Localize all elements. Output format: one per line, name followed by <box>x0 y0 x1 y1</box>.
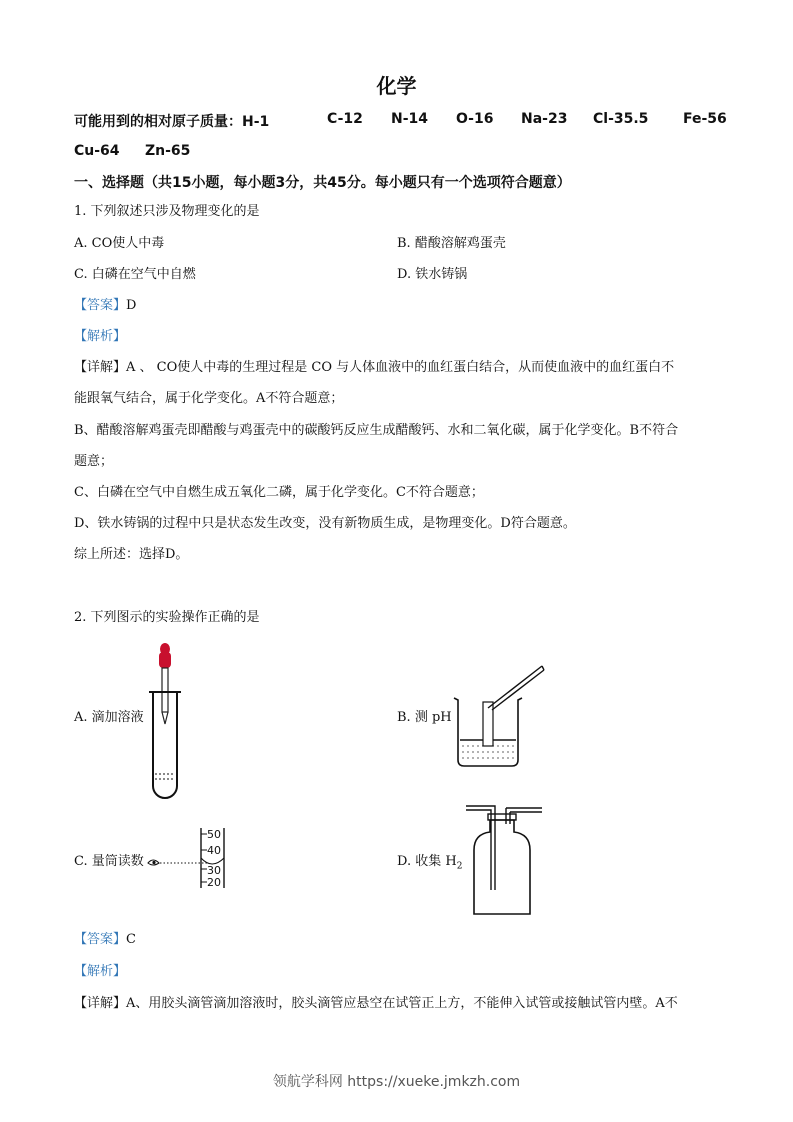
q1-detail-line-7: 综上所述：选择D。 <box>74 547 189 562</box>
cylinder-reading-figure <box>146 826 238 892</box>
q1-detail-line-4: 题意； <box>74 454 114 469</box>
q1-option-d: D. 铁水铸锅 <box>397 267 468 282</box>
answer-tag: 【答案】 <box>74 298 127 313</box>
section-heading: 一、选择题（共15小题，每小题3分，共45分。每小题只有一个选项符合题意） <box>74 175 571 191</box>
detail-tag: 【详解】 <box>74 360 127 375</box>
tick-label-40: 40 <box>207 844 221 857</box>
mass-c: C-12 <box>327 111 363 127</box>
q2-analysis-tag: 【解析】 <box>74 964 127 979</box>
page-title: 化学 <box>376 74 417 98</box>
gas-bottle-figure <box>462 802 546 920</box>
mass-fe: Fe-56 <box>683 111 727 127</box>
test-tube <box>153 692 177 798</box>
ph-beaker-figure <box>452 660 548 772</box>
answer-tag: 【答案】 <box>74 932 127 947</box>
detail-tag: 【详解】 <box>74 996 127 1011</box>
q2-option-b: B. 测 pH <box>397 710 452 725</box>
q2-answer <box>74 930 136 950</box>
q2-detail-line-1 <box>74 994 678 1014</box>
tick-label-30: 30 <box>207 864 221 877</box>
tick-label-50: 50 <box>207 828 221 841</box>
q1-detail-line-1 <box>74 358 674 378</box>
q1-detail-line-5: C、白磷在空气中自燃生成五氧化二磷，属于化学变化。C不符合题意； <box>74 485 484 500</box>
option-d-subscript: 2 <box>456 861 463 872</box>
q1-detail-line-6: D、铁水铸锅的过程中只是状态发生改变，没有新物质生成，是物理变化。D符合题意。 <box>74 516 576 531</box>
tick-label-20: 20 <box>207 876 221 889</box>
mass-na: Na-23 <box>521 111 568 127</box>
mass-cl: Cl-35.5 <box>593 111 649 127</box>
mass-cu: Cu-64 <box>74 143 120 159</box>
q1-option-b: B. 醋酸溶解鸡蛋壳 <box>397 236 506 251</box>
dropper-test-tube-figure <box>145 636 185 800</box>
q1-stem: 1. 下列叙述只涉及物理变化的是 <box>74 204 260 219</box>
ph-paper <box>483 702 493 746</box>
q1-answer <box>74 296 136 316</box>
q1-analysis-tag: 【解析】 <box>74 329 127 344</box>
mass-o: O-16 <box>456 111 494 127</box>
mass-zn: Zn-65 <box>145 143 191 159</box>
q2-stem: 2. 下列图示的实验操作正确的是 <box>74 610 260 625</box>
mass-n: N-14 <box>391 111 429 127</box>
q1-detail-line-2: 能跟氧气结合，属于化学变化。A不符合题意； <box>74 391 344 406</box>
option-d-label: D. 收集 H <box>397 854 457 869</box>
q2-option-a: A. 滴加溶液 <box>74 710 144 725</box>
detail-text: A 、 CO使人中毒的生理过程是 CO 与人体血液中的血红蛋白结合，从而使血液中的血红蛋白不 <box>126 360 675 375</box>
q2-option-d <box>397 852 462 877</box>
detail-text: A、用胶头滴管滴加溶液时，胶头滴管应悬空在试管正上方，不能伸入试管或接触试管内壁。A不 <box>126 996 678 1011</box>
q1-detail-line-3: B、醋酸溶解鸡蛋壳即醋酸与鸡蛋壳中的碳酸钙反应生成醋酸钙、水和二氧化碳，属于化学变化。B不符合 <box>74 423 679 438</box>
answer-value: C <box>126 932 136 947</box>
atomic-mass-label: 可能用到的相对原子质量：H-1 <box>74 114 270 130</box>
page-footer: 领航学科网 https://xueke.jmkzh.com <box>272 1074 521 1090</box>
answer-value: D <box>126 298 137 313</box>
gas-bottle <box>474 820 530 914</box>
q2-option-c: C. 量筒读数 <box>74 854 144 869</box>
q1-option-a: A. CO使人中毒 <box>74 236 165 251</box>
q1-option-c: C. 白磷在空气中自燃 <box>74 267 196 282</box>
